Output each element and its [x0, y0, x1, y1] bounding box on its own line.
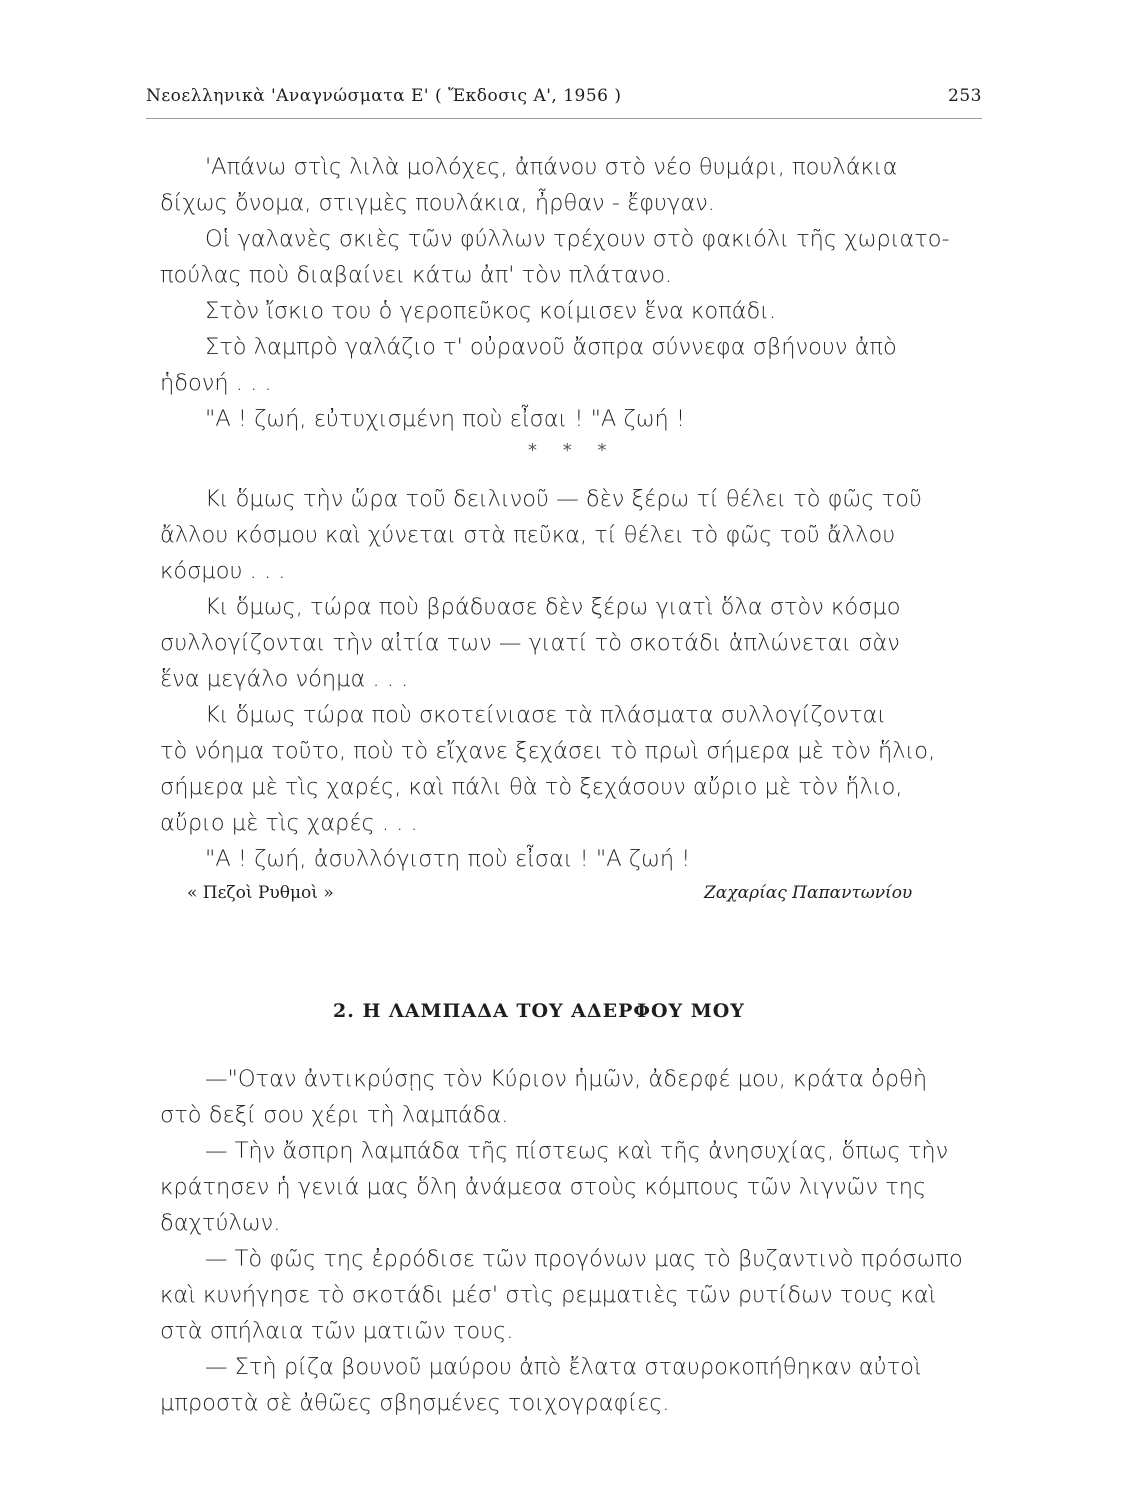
text-line: Κι ὅμως τώρα ποὺ σκοτείνιασε τὰ πλάσματα συλλογίζονται	[205, 702, 887, 728]
text-line: Οἱ γαλανὲς σκιὲς τῶν φύλλων τρέχουν στὸ φακιόλι τῆς χωριατο-	[205, 226, 950, 252]
text-line: — Τὸ φῶς της ἐρρόδισε τῶν προγόνων μας τὸ βυζαντινὸ πρόσωπο	[205, 1246, 963, 1272]
text-line: ἄλλου κόσμου καὶ χύνεται στὰ πεῦκα, τί θέλει τὸ φῶς τοῦ ἄλλου	[160, 522, 896, 548]
text-line: στὸ δεξί σου χέρι τὴ λαμπάδα.	[160, 1102, 509, 1128]
text-line: "Α ! ζωή, ἀσυλλόγιστη ποὺ εἶσαι ! "Α ζωή !	[205, 846, 691, 872]
text-line: στὰ σπήλαια τῶν ματιῶν τους.	[160, 1318, 514, 1344]
text-line: ἕνα μεγάλο νόημα . . .	[160, 666, 409, 692]
header-rule	[146, 118, 982, 119]
text-line: — Στὴ ρίζα βουνοῦ μαύρου ἀπὸ ἔλατα σταυροκοπήθηκαν αὐτοὶ	[205, 1354, 922, 1380]
author-name: Ζαχαρίας Παπαντωνίου	[704, 883, 913, 903]
running-title: Νεοελληνικὰ 'Αναγνώσματα Ε' ( Ἔκδοσις Α', 1956 )	[146, 86, 622, 106]
text-line: πούλας ποὺ διαβαίνει κάτω ἀπ' τὸν πλάτανο.	[160, 262, 673, 288]
text-line: καὶ κυνήγησε τὸ σκοτάδι μέσ' στὶς ρεμματιὲς τῶν ρυτίδων τους καὶ	[160, 1282, 937, 1308]
text-line: μπροστὰ σὲ ἀθῶες σβησμένες τοιχογραφίες.	[160, 1390, 670, 1416]
text-line: Στὸν ἴσκιο του ὁ γεροπεῦκος κοίμισεν ἕνα κοπάδι.	[205, 298, 777, 324]
text-line: δίχως ὄνομα, στιγμὲς πουλάκια, ἦρθαν - ἔφυγαν.	[160, 190, 715, 216]
text-line: Κι ὅμως, τώρα ποὺ βράδυασε δὲν ξέρω γιατὶ ὅλα στὸν κόσμο	[205, 594, 901, 620]
text-line: — Τὴν ἄσπρη λαμπάδα τῆς πίστεως καὶ τῆς ἀνησυχίας, ὅπως τὴν	[205, 1138, 949, 1164]
text-line: "Α ! ζωή, εὐτυχισμένη ποὺ εἶσαι ! "Α ζωή !	[205, 406, 685, 432]
page-number: 253	[948, 86, 982, 106]
text-line: δαχτύλων.	[160, 1210, 281, 1236]
section-title: 2. Η ΛΑΜΠΑΔΑ ΤΟΥ ΑΔΕΡΦΟΥ ΜΟΥ	[333, 1000, 745, 1022]
text-line: κράτησεν ἡ γενιά μας ὅλη ἀνάμεσα στοὺς κόμπους τῶν λιγνῶν της	[160, 1174, 927, 1200]
text-line: σήμερα μὲ τὶς χαρές, καὶ πάλι θὰ τὸ ξεχάσουν αὔριο μὲ τὸν ἥλιο,	[160, 774, 903, 800]
section-separator: * * *	[528, 440, 617, 461]
source-citation: « Πεζοὶ Ρυθμοὶ »	[187, 883, 334, 903]
text-line: αὔριο μὲ τὶς χαρές . . .	[160, 810, 418, 836]
text-line: ἡδονή . . .	[160, 370, 272, 396]
text-line: —"Οταν ἀντικρύσῃς τὸν Κύριον ἡμῶν, ἀδερφέ μου, κράτα ὀρθὴ	[205, 1066, 928, 1092]
running-header	[146, 86, 982, 116]
text-line: 'Απάνω στὶς λιλὰ μολόχες, ἀπάνου στὸ νέο θυμάρι, πουλάκια	[205, 154, 898, 180]
text-line: κόσμου . . .	[160, 558, 286, 584]
text-line: Κι ὅμως τὴν ὥρα τοῦ δειλινοῦ — δὲν ξέρω τί θέλει τὸ φῶς τοῦ	[205, 486, 922, 512]
text-line: Στὸ λαμπρὸ γαλάζιο τ' οὐρανοῦ ἄσπρα σύννεφα σβήνουν ἀπὸ	[205, 334, 897, 360]
text-line: συλλογίζονται τὴν αἰτία των — γιατί τὸ σκοτάδι ἁπλώνεται σὰν	[160, 630, 900, 656]
text-line: τὸ νόημα τοῦτο, ποὺ τὸ εἴχανε ξεχάσει τὸ πρωὶ σήμερα μὲ τὸν ἥλιο,	[160, 738, 936, 764]
